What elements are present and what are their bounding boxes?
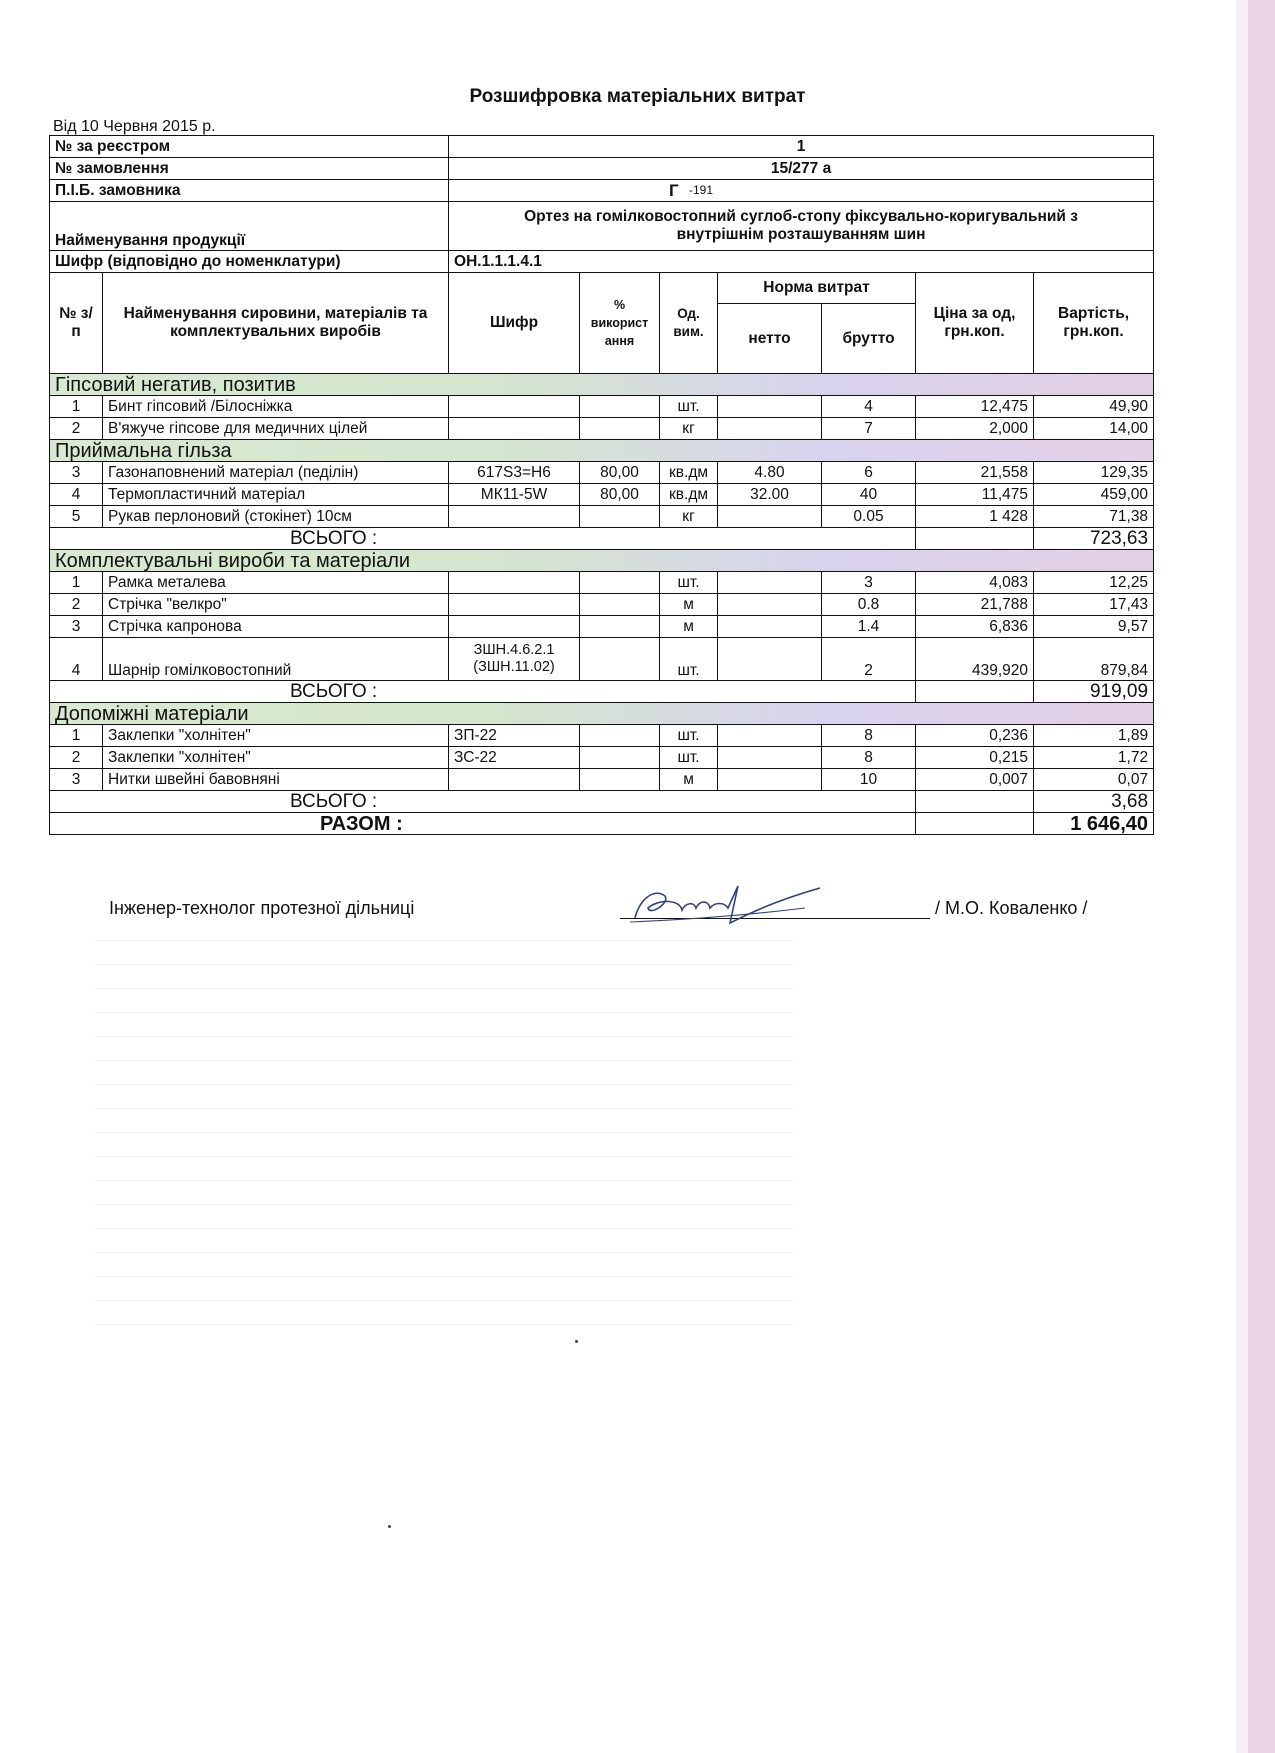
section-title: Приймальна гільза [50, 440, 1154, 462]
cell-pct [580, 594, 660, 616]
cell-cost: 459,00 [1034, 484, 1154, 506]
signer-position: Інженер-технолог протезної дільниці [109, 898, 415, 918]
cell-code: 617S3=H6 [449, 462, 580, 484]
cell-net [718, 725, 822, 747]
total-spacer [916, 791, 1034, 813]
cell-code [449, 769, 580, 791]
cell-num: 1 [50, 396, 103, 418]
grand-total-label: РАЗОМ : [50, 813, 916, 835]
scan-edge-light [1236, 0, 1248, 1753]
total-value: 723,63 [1034, 528, 1154, 550]
info-row-registry [50, 136, 1154, 158]
document-title: Розшифровка матеріальних витрат [469, 86, 806, 107]
section-total-row [50, 681, 1154, 703]
cell-gross: 6 [822, 462, 916, 484]
cell-price: 6,836 [916, 616, 1034, 638]
cell-name: В'яжуче гіпсове для медичних цілей [103, 418, 449, 440]
cell-unit: шт. [660, 396, 718, 418]
table-row [50, 594, 1154, 616]
cell-num: 5 [50, 506, 103, 528]
col-unit: Од. вим. [660, 273, 718, 374]
cell-net [718, 747, 822, 769]
cell-code [449, 506, 580, 528]
cell-gross: 1.4 [822, 616, 916, 638]
cell-code: ЗП-22 [449, 725, 580, 747]
cell-num: 2 [50, 747, 103, 769]
col-gross: брутто [822, 304, 916, 374]
section-title: Допоміжні матеріали [50, 703, 1154, 725]
table-row [50, 418, 1154, 440]
info-row-customer [50, 180, 1154, 202]
info-label: № за реєстром [50, 136, 449, 158]
cell-num: 2 [50, 418, 103, 440]
info-value: Ортез на гомілковостопний суглоб-стопу фіксувально-коригувальний з внутрішнім розташуванням шин [449, 202, 1154, 251]
cell-code [449, 594, 580, 616]
cell-price: 439,920 [916, 638, 1034, 681]
info-label: Шифр (відповідно до номенклатури) [50, 251, 449, 273]
cell-net [718, 506, 822, 528]
grand-total-row [50, 813, 1154, 835]
cell-cost: 49,90 [1034, 396, 1154, 418]
scan-speck [388, 1525, 391, 1528]
cell-unit: м [660, 594, 718, 616]
cell-net [718, 418, 822, 440]
cell-unit: кг [660, 506, 718, 528]
cell-name: Стрічка капронова [103, 616, 449, 638]
cell-num: 2 [50, 594, 103, 616]
handwritten-signature [620, 878, 820, 933]
cell-num: 1 [50, 572, 103, 594]
cell-price: 21,788 [916, 594, 1034, 616]
cell-pct [580, 725, 660, 747]
document-date: Від 10 Червня 2015 р. [53, 118, 216, 135]
column-header-row [50, 273, 1154, 304]
section-header [50, 550, 1154, 572]
table-row [50, 572, 1154, 594]
cell-gross: 7 [822, 418, 916, 440]
cell-price: 21,558 [916, 462, 1034, 484]
materials-table [49, 135, 1154, 835]
table-row [50, 484, 1154, 506]
cell-gross: 4 [822, 396, 916, 418]
cell-unit: кв.дм [660, 462, 718, 484]
section-header [50, 374, 1154, 396]
cell-code [449, 418, 580, 440]
cell-unit: кг [660, 418, 718, 440]
cell-name: Заклепки "холнітен" [103, 725, 449, 747]
customer-note: -191 [688, 182, 713, 197]
col-name: Найменування сировини, матеріалів та комплектувальних виробів [103, 273, 449, 374]
cell-cost: 879,84 [1034, 638, 1154, 681]
cell-pct [580, 572, 660, 594]
cell-price: 11,475 [916, 484, 1034, 506]
cell-num: 4 [50, 638, 103, 681]
cell-unit: шт. [660, 725, 718, 747]
table-row [50, 462, 1154, 484]
col-net: нетто [718, 304, 822, 374]
info-label: П.І.Б. замовника [50, 180, 449, 202]
cell-pct [580, 747, 660, 769]
cell-pct: 80,00 [580, 484, 660, 506]
section-total-row [50, 791, 1154, 813]
cell-gross: 8 [822, 747, 916, 769]
cell-num: 3 [50, 462, 103, 484]
col-num: № з/п [50, 273, 103, 374]
cell-num: 3 [50, 769, 103, 791]
cell-name: Рамка металева [103, 572, 449, 594]
section-total-row [50, 528, 1154, 550]
cell-name: Рукав перлоновий (стокінет) 10см [103, 506, 449, 528]
cell-cost: 129,35 [1034, 462, 1154, 484]
info-label: Найменування продукції [50, 202, 449, 251]
table-row [50, 638, 1154, 681]
cell-price: 0,007 [916, 769, 1034, 791]
table-row [50, 747, 1154, 769]
cell-cost: 17,43 [1034, 594, 1154, 616]
info-row-order [50, 158, 1154, 180]
scan-edge [1248, 0, 1275, 1753]
cell-cost: 71,38 [1034, 506, 1154, 528]
cell-gross: 40 [822, 484, 916, 506]
cell-name: Заклепки "холнітен" [103, 747, 449, 769]
total-label: ВСЬОГО : [50, 681, 916, 703]
cell-net [718, 396, 822, 418]
cell-pct [580, 418, 660, 440]
col-price: Ціна за од, грн.коп. [916, 273, 1034, 374]
total-label: ВСЬОГО : [50, 528, 916, 550]
cell-name: Стрічка "велкро" [103, 594, 449, 616]
grand-total-value: 1 646,40 [1034, 813, 1154, 835]
cell-pct [580, 616, 660, 638]
cell-code: МК11-5W [449, 484, 580, 506]
cell-name: Шарнір гомілковостопний [103, 638, 449, 681]
cell-net [718, 572, 822, 594]
cell-name: Нитки швейні бавовняні [103, 769, 449, 791]
cell-net: 4.80 [718, 462, 822, 484]
customer-initial: Г [669, 180, 679, 200]
cell-net [718, 769, 822, 791]
table-row [50, 725, 1154, 747]
total-spacer [916, 813, 1034, 835]
section-header [50, 440, 1154, 462]
cell-code [449, 396, 580, 418]
col-code: Шифр [449, 273, 580, 374]
cell-gross: 10 [822, 769, 916, 791]
info-row-product [50, 202, 1154, 251]
cell-net [718, 616, 822, 638]
cell-price: 12,475 [916, 396, 1034, 418]
cell-code [449, 572, 580, 594]
cell-price: 4,083 [916, 572, 1034, 594]
total-value: 919,09 [1034, 681, 1154, 703]
signer-name: / М.О. Коваленко / [935, 898, 1088, 918]
cell-pct [580, 506, 660, 528]
table-row [50, 396, 1154, 418]
cell-cost: 9,57 [1034, 616, 1154, 638]
cell-price: 1 428 [916, 506, 1034, 528]
cell-pct [580, 396, 660, 418]
cell-price: 0,215 [916, 747, 1034, 769]
total-value: 3,68 [1034, 791, 1154, 813]
bleed-through-shadow [95, 925, 795, 1325]
cell-gross: 8 [822, 725, 916, 747]
scan-speck [575, 1340, 578, 1343]
cell-gross: 0.05 [822, 506, 916, 528]
cell-unit: шт. [660, 572, 718, 594]
cell-name: Бинт гіпсовий /Білосніжка [103, 396, 449, 418]
cell-cost: 1,72 [1034, 747, 1154, 769]
cell-num: 4 [50, 484, 103, 506]
total-label: ВСЬОГО : [50, 791, 916, 813]
cell-unit: м [660, 769, 718, 791]
info-row-code [50, 251, 1154, 273]
cell-name: Термопластичний матеріал [103, 484, 449, 506]
cell-pct: 80,00 [580, 462, 660, 484]
cell-gross: 2 [822, 638, 916, 681]
cell-unit: шт. [660, 747, 718, 769]
cell-net [718, 594, 822, 616]
cell-cost: 0,07 [1034, 769, 1154, 791]
section-title: Комплектувальні вироби та матеріали [50, 550, 1154, 572]
cell-code-alt: (ЗШН.11.02) [473, 659, 555, 675]
info-value: 1 [449, 136, 1154, 158]
cell-net [718, 638, 822, 681]
table-row [50, 506, 1154, 528]
cell-pct [580, 769, 660, 791]
table-row [50, 769, 1154, 791]
section-header [50, 703, 1154, 725]
cell-num: 1 [50, 725, 103, 747]
cell-cost: 14,00 [1034, 418, 1154, 440]
cell-code [449, 616, 580, 638]
cell-unit: кв.дм [660, 484, 718, 506]
cell-net: 32.00 [718, 484, 822, 506]
cell-gross: 3 [822, 572, 916, 594]
cell-name: Газонаповнений матеріал (педілін) [103, 462, 449, 484]
col-cost: Вартість, грн.коп. [1034, 273, 1154, 374]
info-value: 15/277 а [449, 158, 1154, 180]
col-pct: % використ ання [580, 273, 660, 374]
cell-price: 0,236 [916, 725, 1034, 747]
total-spacer [916, 528, 1034, 550]
cell-cost: 12,25 [1034, 572, 1154, 594]
cell-unit: шт. [660, 638, 718, 681]
info-value-customer [449, 180, 1154, 202]
cell-num: 3 [50, 616, 103, 638]
table-row [50, 616, 1154, 638]
cell-pct [580, 638, 660, 681]
cell-unit: м [660, 616, 718, 638]
cell-gross: 0.8 [822, 594, 916, 616]
cell-code: ЗС-22 [449, 747, 580, 769]
cell-cost: 1,89 [1034, 725, 1154, 747]
info-value: ОН.1.1.1.4.1 [449, 251, 1154, 273]
cell-code: ЗШН.4.6.2.1 [473, 642, 555, 658]
info-label: № замовлення [50, 158, 449, 180]
cell-price: 2,000 [916, 418, 1034, 440]
total-spacer [916, 681, 1034, 703]
cell-code-multi [449, 638, 580, 681]
section-title: Гіпсовий негатив, позитив [50, 374, 1154, 396]
col-norm: Норма витрат [718, 273, 916, 304]
